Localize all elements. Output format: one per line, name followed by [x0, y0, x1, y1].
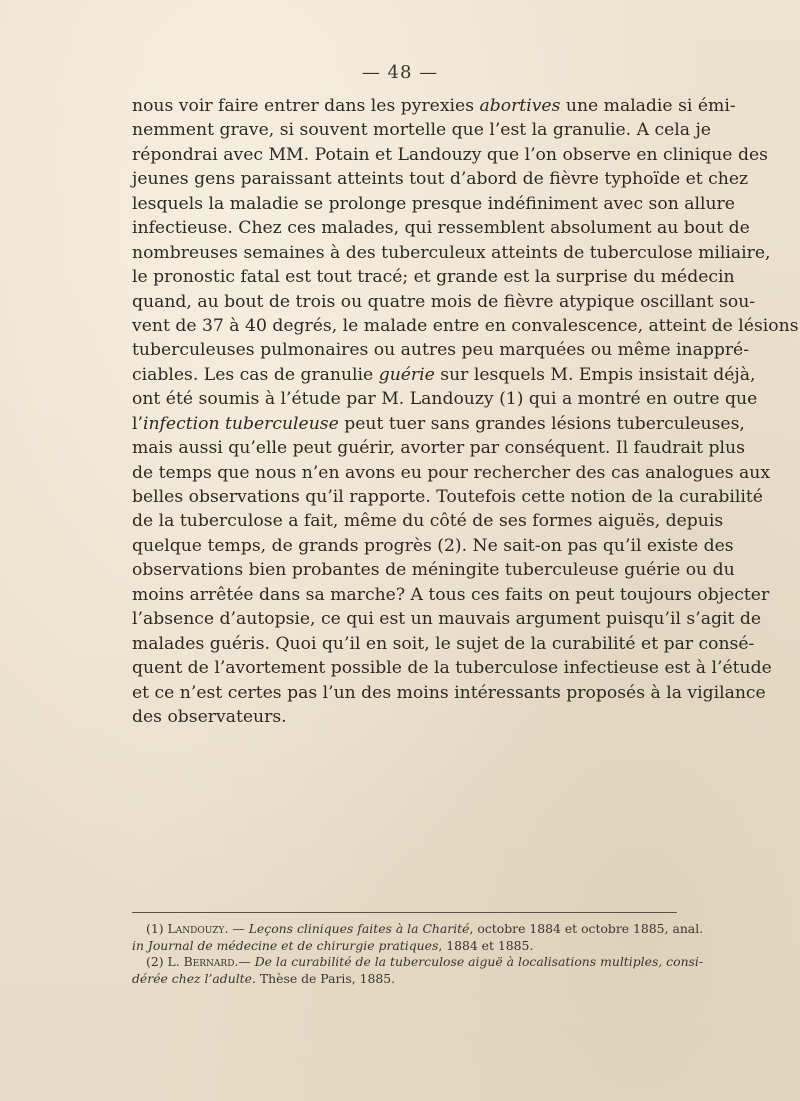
text-line — [132, 509, 724, 533]
text-line — [132, 632, 755, 656]
text-run: ciables. Les cas de granulie — [132, 364, 379, 385]
text-line — [132, 314, 799, 338]
text-line — [132, 412, 745, 436]
footnote-line — [132, 938, 677, 955]
text-run: infectieuse. Chez ces malades, qui ressemblent absolument au bout de — [132, 218, 750, 239]
text-line — [132, 290, 756, 314]
text-run: nous voir faire entrer dans les pyrexies — [132, 96, 480, 116]
text-line — [132, 94, 736, 118]
text-line — [132, 436, 745, 460]
author-name: Bernard — [183, 954, 235, 970]
text-run: nemment grave, si souvent mortelle que l’est la granulie. A cela je — [132, 120, 711, 141]
text-run: de temps que nous n’en avons eu pour rechercher des cas analogues aux — [132, 462, 771, 483]
italic-run: infection tuberculeuse — [142, 413, 339, 434]
italic-run: in Journal de médecine et de chirurgie pratiques — [132, 937, 439, 953]
text-line — [132, 338, 750, 362]
text-run: répondrai avec MM. Potain et Landouzy que l’on observe en clinique des — [132, 144, 768, 165]
footnote-line — [132, 921, 704, 938]
text-run: (2) L. — [146, 954, 184, 970]
footnotes — [132, 921, 704, 987]
text-run: moins arrêtée dans sa marche? A tous ces faits on peut toujours objecter — [132, 584, 770, 605]
footnote-line — [132, 954, 704, 971]
text-line — [132, 241, 771, 265]
text-line — [132, 583, 770, 607]
text-line — [132, 265, 735, 289]
italic-run: De la curabilité de la tuberculose aiguë à localisations multiples, consi- — [254, 954, 704, 970]
italic-run: dérée chez l’adulte — [132, 970, 252, 986]
footnote-1 — [132, 921, 704, 954]
text-line — [132, 558, 735, 582]
text-run: quand, au bout de trois ou quatre mois de fièvre atypique oscillant sou- — [132, 291, 756, 312]
text-run: (1) — [146, 921, 168, 936]
text-run: malades guéris. Quoi qu’il en soit, le sujet de la curabilité et par consé- — [132, 633, 755, 654]
text-run: mais aussi qu’elle peut guérir, avorter par conséquent. Il faudrait plus — [132, 438, 745, 459]
footnote-2 — [132, 954, 704, 987]
text-run: l’absence d’autopsie, ce qui est un mauvais argument puisqu’il s’agit de — [132, 609, 761, 630]
body-paragraph — [132, 94, 799, 729]
footnote-separator — [132, 912, 677, 913]
text-line — [132, 705, 672, 729]
text-run: ont été soumis à l’étude par M. Landouzy (1) qui a montré en outre que — [132, 389, 758, 410]
text-line — [132, 216, 750, 240]
text-line — [132, 485, 763, 509]
text-run: .— — [234, 954, 255, 970]
italic-run: abortives — [479, 96, 561, 116]
text-run: jeunes gens paraissant atteints tout d’abord de fièvre typhoïde et chez — [132, 169, 749, 190]
text-line — [132, 534, 734, 558]
text-run: observations bien probantes de méningite tuberculeuse guérie ou du — [132, 560, 735, 581]
text-line — [132, 363, 756, 387]
footnote-line — [132, 971, 677, 988]
page-number: — 48 — — [361, 62, 439, 83]
text-run: , octobre 1884 et octobre 1885, anal. — [469, 921, 704, 936]
text-run: quent de l’avortement possible de la tuberculose infectieuse est à l’étude — [132, 658, 772, 679]
text-line — [132, 461, 771, 485]
text-line — [132, 607, 761, 631]
text-run: une maladie si émi- — [560, 96, 736, 116]
text-line — [132, 656, 772, 680]
text-run: , 1884 et 1885. — [438, 937, 534, 953]
text-line — [132, 167, 749, 191]
text-run: peut tuer sans grandes lésions tuberculeuses, — [338, 413, 745, 434]
text-run: de la tuberculose a fait, même du côté de ses formes aiguës, depuis — [132, 511, 724, 532]
author-name: Landouzy — [167, 921, 225, 936]
text-line — [132, 118, 711, 142]
text-line — [132, 143, 768, 167]
text-run: tuberculeuses pulmonaires ou autres peu marquées ou même inappré- — [132, 340, 750, 361]
text-line — [132, 192, 735, 216]
text-line — [132, 681, 766, 705]
text-line — [132, 387, 758, 411]
text-run: belles observations qu’il rapporte. Toutefois cette notion de la curabilité — [132, 487, 763, 507]
text-run: nombreuses semaines à des tuberculeux atteints de tuberculose miliaire, — [132, 242, 771, 263]
text-run: l’ — [132, 413, 143, 434]
italic-run: guérie — [378, 364, 435, 385]
text-run: . Thèse de Paris, 1885. — [252, 970, 396, 986]
text-run: quelque temps, de grands progrès (2). Ne sait-on pas qu’il existe des — [132, 535, 734, 556]
text-run: lesquels la maladie se prolonge presque indéfiniment avec son allure — [132, 193, 735, 214]
text-run: des observateurs. — [132, 706, 287, 727]
text-run: vent de 37 à 40 degrés, le malade entre en convalescence, atteint de lésions — [132, 315, 799, 336]
text-run: et ce n’est certes pas l’un des moins intéressants proposés à la vigilance — [132, 682, 766, 703]
italic-run: Leçons cliniques faites à la Charité — [248, 921, 470, 936]
text-run: . — — [224, 921, 249, 936]
text-run: le pronostic fatal est tout tracé; et grande est la surprise du médecin — [132, 267, 735, 288]
text-run: sur lesquels M. Empis insistait déjà, — [434, 364, 756, 385]
